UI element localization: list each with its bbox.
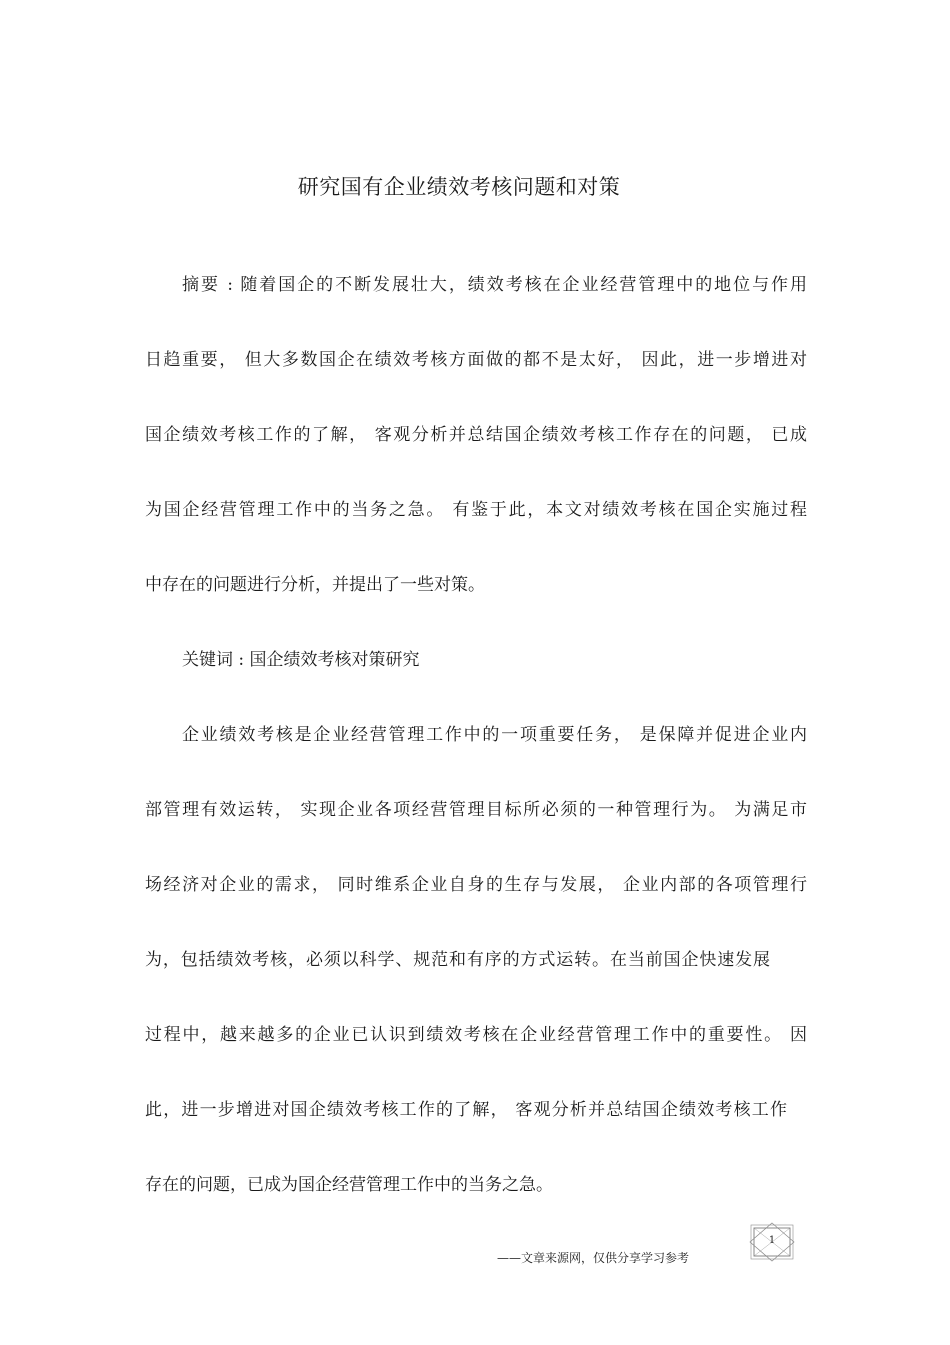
source-note: ——文章来源网，仅供分享学习参考 xyxy=(497,1251,690,1265)
abstract-line-4: 为国企经营管理工作中的当务之急。 有鉴于此，本文对绩效考核在国企实施过程 xyxy=(145,500,807,520)
body-line-2: 部管理有效运转， 实现企业各项经营管理目标所必须的一种管理行为。 为满足市 xyxy=(145,800,807,820)
abstract-line-1: 摘要 : 随着国企的不断发展壮大，绩效考核在企业经营管理中的地位与作用 xyxy=(182,275,807,295)
body-line-7: 存在的问题，已成为国企经营管理工作中的当务之急。 xyxy=(145,1175,553,1195)
body-line-1: 企业绩效考核是企业经营管理工作中的一项重要任务， 是保障并促进企业内 xyxy=(182,725,807,745)
body-line-3: 场经济对企业的需求， 同时维系企业自身的生存与发展， 企业内部的各项管理行 xyxy=(145,875,807,895)
page-number: 1 xyxy=(768,1235,776,1246)
abstract-line-2: 日趋重要， 但大多数国企在绩效考核方面做的都不是太好， 因此，进一步增进对 xyxy=(145,350,807,370)
body-line-5: 过程中，越来越多的企业已认识到绩效考核在企业经营管理工作中的重要性。 因 xyxy=(145,1025,807,1045)
abstract-line-5: 中存在的问题进行分析，并提出了一些对策。 xyxy=(145,575,485,595)
abstract-line-3: 国企绩效考核工作的了解， 客观分析并总结国企绩效考核工作存在的问题， 已成 xyxy=(145,425,807,445)
document-title: 研究国有企业绩效考核问题和对策 xyxy=(297,175,621,199)
keywords-line: 关键词 : 国企绩效考核对策研究 xyxy=(182,650,420,670)
body-line-6: 此，进一步增进对国企绩效考核工作的了解， 客观分析并总结国企绩效考核工作 xyxy=(145,1100,787,1120)
body-line-4: 为，包括绩效考核，必须以科学、规范和有序的方式运转。在当前国企快速发展 xyxy=(145,950,770,970)
page-number-badge xyxy=(748,1222,796,1262)
